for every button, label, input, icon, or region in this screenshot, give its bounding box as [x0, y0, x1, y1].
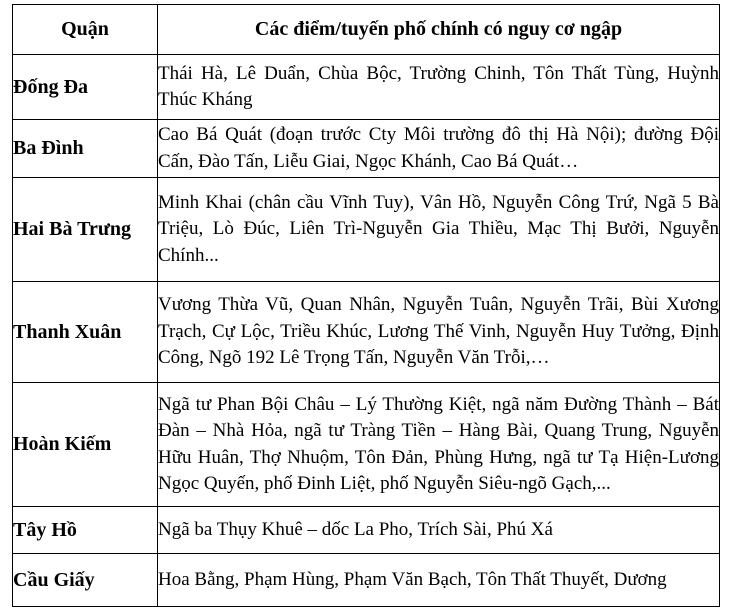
- locations-cell: Thái Hà, Lê Duẩn, Chùa Bộc, Trường Chinh, Tôn Thất Tùng, Huỳnh Thúc Kháng: [158, 55, 720, 120]
- table-row: [13, 120, 720, 178]
- table-row: [13, 178, 720, 282]
- district-cell: Hai Bà Trưng: [13, 178, 158, 282]
- header-locations: Các điểm/tuyến phố chính có nguy cơ ngập: [158, 5, 720, 55]
- locations-cell: Hoa Bằng, Phạm Hùng, Phạm Văn Bạch, Tôn Thất Thuyết, Dương: [158, 554, 720, 607]
- locations-cell: Minh Khai (chân cầu Vĩnh Tuy), Vân Hồ, Nguyễn Công Trứ, Ngã 5 Bà Triệu, Lò Đúc, Liên Trì-Nguyễn Gia Thiều, Mạc Thị Bưởi, Nguyễn Chính...: [158, 178, 720, 282]
- table-row: [13, 507, 720, 554]
- district-cell: Tây Hồ: [13, 507, 158, 554]
- locations-cell: Ngã tư Phan Bội Châu – Lý Thường Kiệt, ngã năm Đường Thành – Bát Đàn – Nhà Hỏa, ngã tư Tràng Tiền – Hàng Bài, Quang Trung, Nguyễn Hữu Huân, Thợ Nhuộm, Tôn Đản, Phùng Hưng, ngã tư Tạ Hiện-Lương Ngọc Quyến, phố Đinh Liệt, phố Nguyễn Siêu-ngõ Gạch,...: [158, 383, 720, 507]
- district-cell: Ba Đình: [13, 120, 158, 178]
- locations-cell: Cao Bá Quát (đoạn trước Cty Môi trường đô thị Hà Nội); đường Đội Cấn, Đào Tấn, Liễu Giai, Ngọc Khánh, Cao Bá Quát…: [158, 120, 720, 178]
- district-cell: Hoàn Kiếm: [13, 383, 158, 507]
- table-row: [13, 383, 720, 507]
- header-district: Quận: [13, 5, 158, 55]
- table-row: [13, 282, 720, 383]
- table-row: [13, 55, 720, 120]
- table-header-row: [13, 5, 720, 55]
- district-cell: Thanh Xuân: [13, 282, 158, 383]
- locations-cell: Ngã ba Thụy Khuê – dốc La Pho, Trích Sài, Phú Xá: [158, 507, 720, 554]
- flood-risk-table: [12, 4, 720, 607]
- table-row: [13, 554, 720, 607]
- district-cell: Đống Đa: [13, 55, 158, 120]
- locations-cell: Vương Thừa Vũ, Quan Nhân, Nguyễn Tuân, Nguyễn Trãi, Bùi Xương Trạch, Cự Lộc, Triều Khúc, Lương Thế Vinh, Nguyễn Huy Tưởng, Định Công, Ngõ 192 Lê Trọng Tấn, Nguyễn Văn Trỗi,…: [158, 282, 720, 383]
- district-cell: Cầu Giấy: [13, 554, 158, 607]
